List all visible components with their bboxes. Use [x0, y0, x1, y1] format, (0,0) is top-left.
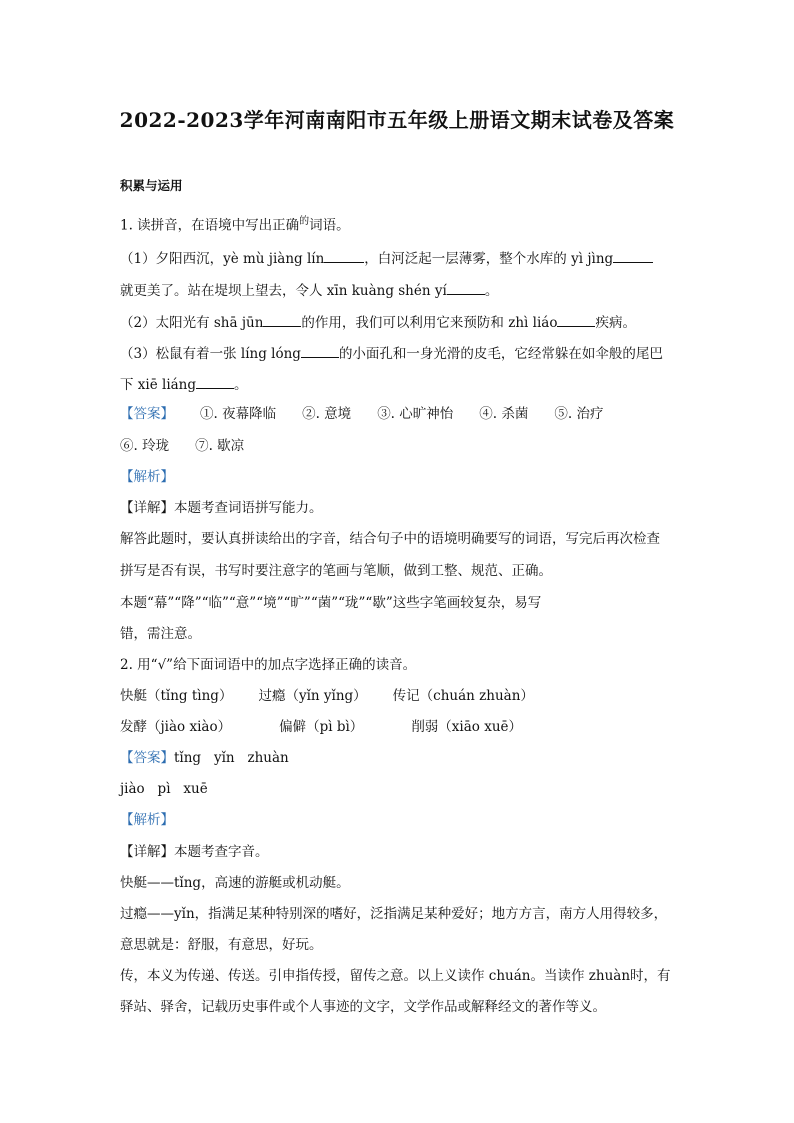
q1-part2-text-c: 疾病。	[595, 315, 636, 331]
q1-part3-text-d: 。	[234, 377, 248, 393]
q2-items-row1	[120, 687, 534, 705]
answer-blank	[263, 313, 301, 327]
q2-item: 发酵（jiào xiào）	[120, 719, 232, 735]
answer-blank	[196, 375, 234, 389]
answer-item: ⑤. 治疗	[554, 406, 604, 422]
q2-explain-2: 过瘾——yǐn，指满足某种特别深的嗜好，泛指满足某种爱好；地方方言，南方人用得较多，	[120, 906, 668, 922]
answer-blank	[324, 249, 364, 263]
answer-blank	[301, 344, 339, 358]
q1-part3-text-c: 下 xiē liáng	[120, 377, 197, 393]
q1-prompt	[120, 213, 350, 235]
q1-part1-line2	[120, 281, 498, 300]
answer-blank	[447, 281, 485, 295]
q1-part3-text-b: 的小面孔和一身光滑的皮毛，它经常躲在如伞般的尾巴	[338, 346, 663, 362]
detail-text: 本题考查字音。	[174, 844, 269, 860]
q1-part1-text-b: ，白河泛起一层薄雾，整个水库的 yì jìng	[364, 251, 614, 267]
q1-detail	[120, 499, 323, 517]
q1-part2-text-b: 的作用，我们可以利用它来预防和 zhì liáo	[301, 315, 558, 331]
detail-tag: 【详解】	[120, 500, 174, 516]
analysis-tag: 【解析】	[120, 469, 174, 485]
q1-part1-text-d: 。	[484, 283, 499, 299]
q1-part1-line1	[120, 249, 653, 268]
answer-item: ⑥. 玲珑	[120, 438, 170, 454]
q1-answer-line2	[120, 437, 244, 455]
q2-detail	[120, 843, 269, 861]
q2-items-row2	[120, 718, 522, 736]
q1-explain-3: 本题“幕”“降”“临”“意”“境”“旷”“菌”“珑”“歇”这些字笔画较复杂，易写	[120, 595, 542, 611]
page-title: 2022-2023学年河南南阳市五年级上册语文期末试卷及答案	[119, 108, 675, 132]
q2-explain-3: 意思就是：舒服，有意思，好玩。	[120, 937, 323, 953]
answer-blank	[613, 249, 653, 263]
detail-tag: 【详解】	[120, 844, 174, 860]
q2-item: 偏僻（pì bì）	[279, 719, 364, 735]
q1-part2-text-a: （2）太阳光有 shā jūn	[120, 315, 264, 331]
q1-explain-2: 拼写是否有误，书写时要注意字的笔画与笔顺，做到工整、规范、正确。	[120, 563, 552, 579]
q1-answer-line1	[120, 405, 603, 423]
q2-explain-5: 驿站、驿舍，记载历史事件或个人事迹的文字，文学作品或解释经文的著作等义。	[120, 999, 606, 1015]
q2-explain-1: 快艇——tǐng，高速的游艇或机动艇。	[120, 875, 350, 891]
analysis-tag: 【解析】	[120, 812, 174, 828]
q2-answer-text: tǐng yǐn zhuàn	[174, 750, 289, 766]
q2-item: 削弱（xiāo xuē）	[411, 719, 523, 735]
answer-item: ④. 杀菌	[479, 406, 529, 422]
answer-tag: 【答案】	[120, 406, 174, 422]
q1-prompt-sup: 的	[299, 216, 310, 227]
q1-part3-line1	[120, 344, 663, 363]
q1-part3-line2	[120, 375, 248, 394]
section-heading: 积累与运用	[120, 178, 183, 193]
q1-prompt-end: 词语。	[309, 217, 350, 234]
q2-item: 传记（chuán zhuàn）	[392, 688, 534, 704]
answer-item: ⑦. 歇凉	[195, 438, 245, 454]
q2-answer-line2: jiào pì xuē	[120, 781, 208, 797]
answer-item: ①. 夜幕降临	[200, 406, 277, 422]
q1-explain-1: 解答此题时，要认真拼读给出的字音，结合句子中的语境明确要写的词语，写完后再次检查	[120, 531, 660, 547]
q1-part2	[120, 313, 636, 332]
q2-answer-line1	[120, 749, 289, 767]
detail-text: 本题考查词语拼写能力。	[174, 500, 323, 516]
answer-tag: 【答案】	[120, 750, 174, 766]
q1-part1-text-c: 就更美了。站在堤坝上望去，令人 xīn kuàng shén yí	[120, 283, 447, 299]
q2-item: 过瘾（yǐn yǐng）	[258, 688, 367, 704]
q1-part3-text-a: （3）松鼠有着一张 líng lóng	[120, 346, 301, 362]
answer-blank	[557, 313, 595, 327]
q1-prompt-text: 1. 读拼音，在语境中写出正确	[120, 217, 300, 234]
q1-part1-text-a: （1）夕阳西沉，yè mù jiàng lín	[120, 251, 325, 267]
q1-explain-4: 错，需注意。	[120, 626, 201, 642]
q2-item: 快艇（tǐng tìng）	[120, 688, 233, 704]
answer-item: ③. 心旷神怡	[377, 406, 454, 422]
q2-explain-4: 传，本义为传递、传送。引申指传授，留传之意。以上义读作 chuán。当读作 zhuàn时，有	[120, 968, 671, 984]
answer-item: ②. 意境	[302, 406, 352, 422]
q2-prompt: 2. 用“√”给下面词语中的加点字选择正确的读音。	[120, 657, 417, 673]
